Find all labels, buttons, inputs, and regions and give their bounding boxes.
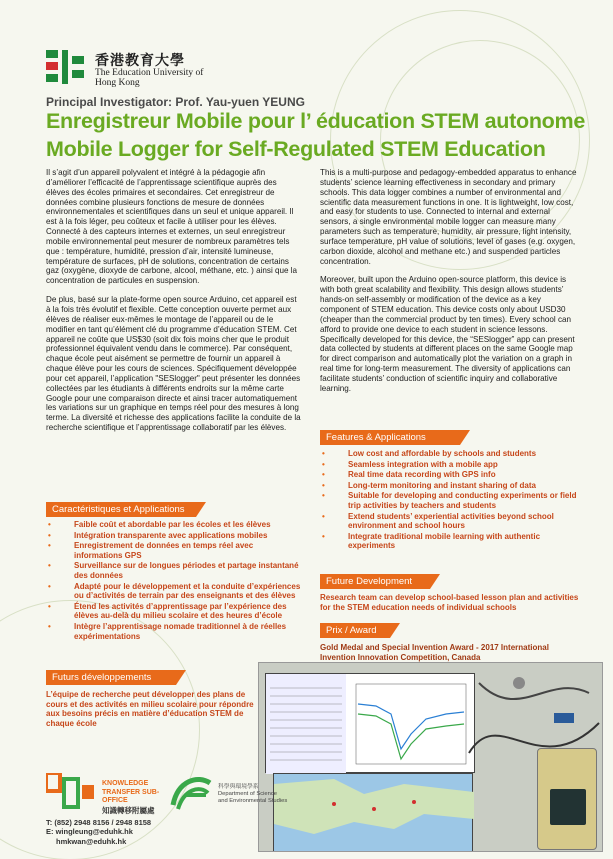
department-logo-icon [168,775,213,813]
contact-phone: T: (852) 2948 8156 / 2948 8158 [46,818,152,827]
list-item: • Low cost and affordable by schools and students [320,449,580,459]
list-item: • Enregistrement de données en temps réel avec informations GPS [46,541,301,560]
award-heading: Prix / Award [320,623,390,638]
features-heading-en: Features & Applications [320,430,460,445]
contact-info [46,818,151,846]
future-heading-en: Future Development [320,574,430,589]
university-name-cn: 香港教育大學 [95,52,185,68]
list-item: • Real time data recording with GPS info [320,470,580,480]
product-photo [258,662,603,852]
right-column [320,168,580,403]
features-list-fr [46,520,301,642]
body-paragraph-en: Moreover, built upon the Arduino open-source platform, this device is with both great scalability and flexibility. This design allows students’ hands-on self-assembly or modification of the device as a key component of STEM education. This device costs only about USD30 (cheaper than the commercial product by ten times). Every school can afford to provide one device to each student in science lessons. Specifically developed for this device, the “SESlogger” app can present data collected by students at different places on the same Google map for direct comparison and automatically plot the variation on a graph in real time for long-term measurement. The diversity of applications can facilitate students’ conduction of scientific inquiry and collaborative learning. [320,275,575,393]
list-item: • Extend students’ experiential activities beyond school environment and school hours [320,512,580,531]
page-title-fr: Enregistreur Mobile pour l’ éducation STEM autonome [46,109,585,133]
list-item: • Integrate traditional mobile learning with authentic experiments [320,532,580,551]
future-text-en: Research team can develop school-based lesson plan and activities for the STEM education needs of individual schools [320,593,579,612]
data-logger-device [537,748,597,850]
app-graph-screenshot [265,673,475,773]
kt-office-label: KNOWLEDGE TRANSFER SUB-OFFICE [102,780,160,804]
list-item: • Intègre l’apprentissage nomade traditionnel à de réelles expérimentations [46,622,301,641]
eduhk-logo-icon [46,50,86,84]
page-title-en: Mobile Logger for Self-Regulated STEM Education [46,137,546,161]
future-text-fr: L’équipe de recherche peut développer des plans de cours et des activités en milieu scolaire pour répondre aux besoins précis en matière d’éducation STEM de chaque école [46,690,254,728]
list-item: • Suitable for developing and conducting experiments or field trip activities by teachers and students [320,491,580,510]
app-map-screenshot [273,773,473,852]
contact-email: E: wingleung@eduhk.hk [46,827,133,837]
university-name-en: The Education University of Hong Kong [95,68,204,88]
list-item: • Long-term monitoring and instant sharing of data [320,481,580,491]
future-heading-fr: Futurs développements [46,670,176,685]
features-list-en [320,449,580,552]
department-name [218,784,288,805]
intro-paragraph-fr: Il s’agit d’un appareil polyvalent et intégré à la pédagogie afin d’améliorer l’efficacité de l’apprentissage scientifique auprès des élèves des écoles primaires et secondaires. Cet enregistreur de données combine plusieurs fonctions de mesure de données environnementales et scientifiques dans un seul et unique appareil. Il est à la fois léger, peu coûteux et facile à utiliser pour les élèves. Connecté à des capteurs internes et externes, un seul enregistreur mobile environnemental peut mesurer de nombreux paramètres tels que : température, humidité, pression d’air, intensité lumineuse, température de surfaces, pH de solutions, concentration de certains gaz (oxygène, dioxyde de carbone, alcool, méthane, etc. ) ainsi que la concentration de particules en suspension. [46,168,298,286]
map-icon [274,774,474,852]
knowledge-transfer-logo-icon [46,773,96,813]
features-heading-fr: Caractéristiques et Applications [46,502,196,517]
graph-icon [266,674,476,774]
left-column [46,168,301,442]
list-item: • Faible coût et abordable par les écoles et les élèves [46,520,301,530]
body-paragraph-fr: De plus, basé sur la plate-forme open source Arduino, cet appareil est à la fois très évolutif et flexible. Cette conception ouverte permet aux élèves de réaliser eux-mêmes le montage de l’appareil ou de le modifier en tant qu’élément clé du programme d’éducation STEM. Cet appareil ne coûte que US$30 (soit dix fois moins cher que le produit professionnel équivalent vendu dans le commerce). Par conséquent, chaque école peut aisément se permettre de fournir un appareil à chaque élève pour les cours de sciences. Spécifiquement développée pour cet appareil, l’application "SESlogger" peut présenter les données collectées par les étudiants à différents endroits sur la même carte Google pour une comparaison directe et ainsi tracer automatiquement les variations sur un graphique en temps réel pour des mesures à long terme. La diversité et richesse des applications facilite la conduite de la recherche scientifique et l’apprentissage collaboratif par les élèves. [46,295,301,433]
list-item: • Intégration transparente avec applications mobiles [46,531,301,541]
department-name-cn: 科學與環境學系 [218,784,259,790]
list-item: • Étend les activités d’apprentissage par l’expérience des élèves au-delà du milieu scolaire et des heures d’école [46,602,301,621]
intro-paragraph-en: This is a multi-purpose and pedagogy-embedded apparatus to enhance students’ science learning effectiveness in secondary and primary schools. This data logger combines a number of environmental and scientific data measurement functions in one. It is lightweight, low cost, and easy for students to use. Connected to internal and external sensors, a single environmental mobile logger can measure many parameters such as temperature, humidity, air pressure, light intensity, surface temperature, pH value of solutions, level of gases (e.g. oxygen, carbon dioxide, alcohol and methane etc.) and suspended particles concentration. [320,168,577,266]
department-name-en: Department of Science and Environmental Studies [218,791,288,804]
list-item: • Surveillance sur de longues périodes et partage instantané des données [46,561,301,580]
principal-investigator: Principal Investigator: Prof. Yau-yuen YEUNG [46,95,305,109]
list-item: • Adapté pour le développement et la conduite d’expériences ou d’activités de terrain par des enseignants et des élèves [46,582,301,601]
kt-office-label-cn: 知識轉移附屬處 [102,806,155,815]
keypad-icon [550,789,586,825]
award-text: Gold Medal and Special Invention Award - 2017 International Invention Innovation Competition, Canada [320,643,549,662]
contact-email-2: hmkwan@eduhk.hk [56,836,127,846]
list-item: • Seamless integration with a mobile app [320,460,580,470]
